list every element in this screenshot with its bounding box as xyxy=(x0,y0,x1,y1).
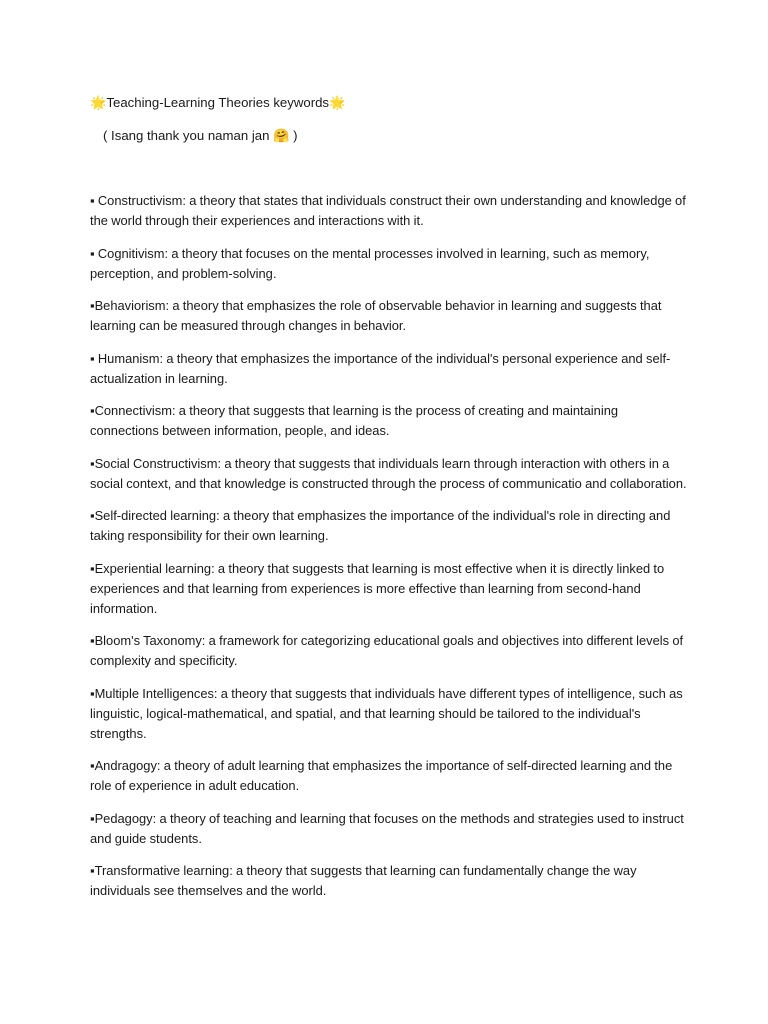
theory-list xyxy=(90,191,690,914)
theory-entry-self-directed-learning: ▪Self-directed learning: a theory that emphasizes the importance of the individual's role in directing and taking responsibility for their own learning. xyxy=(90,508,671,543)
theory-entry-pedagogy: ▪Pedagogy: a theory of teaching and learning that focuses on the methods and strategies used to instruct and guide students. xyxy=(90,810,684,846)
theory-entry-multiple-intelligences: ▪Multiple Intelligences: a theory that suggests that individuals have different types of intelligence, such as linguistic, logical-mathematical, and spatial, and that learning should be tailored to the individual's strengths. xyxy=(90,685,683,741)
theory-entry-social-constructivism: ▪Social Constructivism: a theory that suggests that individuals learn through interaction with others in a social context, and that knowledge is constructed through the process of communicatio and collaboration. xyxy=(90,455,687,491)
theory-entry-behaviorism: ▪Behaviorism: a theory that emphasizes the role of observable behavior in learning and suggests that learning can be measured through changes in behavior. xyxy=(90,298,662,333)
document-title: 🌟Teaching-Learning Theories keywords🌟 xyxy=(90,95,346,110)
theory-entry-transformative-learning: ▪Transformative learning: a theory that suggests that learning can fundamentally change the way individuals see themselves and the world. xyxy=(90,863,637,898)
theory-entry-connectivism: ▪Connectivism: a theory that suggests that learning is the process of creating and maintaining connections between information, people, and ideas. xyxy=(90,403,619,438)
theory-entry-experiential-learning: ▪Experiential learning: a theory that suggests that learning is most effective when it is directly linked to experiences and that learning from experiences is more effective than learning from second-hand information. xyxy=(90,560,665,616)
theory-entry-blooms-taxonomy: ▪Bloom's Taxonomy: a framework for categorizing educational goals and objectives into different levels of complexity and specificity. xyxy=(90,633,684,668)
document-subtitle: ( Isang thank you naman jan 🤗 ) xyxy=(103,128,298,143)
theory-entry-humanism: ▪ Humanism: a theory that emphasizes the importance of the individual's personal experience and self-actualization in learning. xyxy=(90,350,671,386)
theory-entry-constructivism: ▪ Constructivism: a theory that states that individuals construct their own understanding and knowledge of the world through their experiences and interactions with it. xyxy=(90,193,686,228)
theory-entry-andragogy: ▪Andragogy: a theory of adult learning that emphasizes the importance of self-directed learning and the role of experience in adult education. xyxy=(90,758,673,793)
theory-entry-cognitivism: ▪ Cognitivism: a theory that focuses on the mental processes involved in learning, such as memory, perception, and problem-solving. xyxy=(90,245,650,281)
